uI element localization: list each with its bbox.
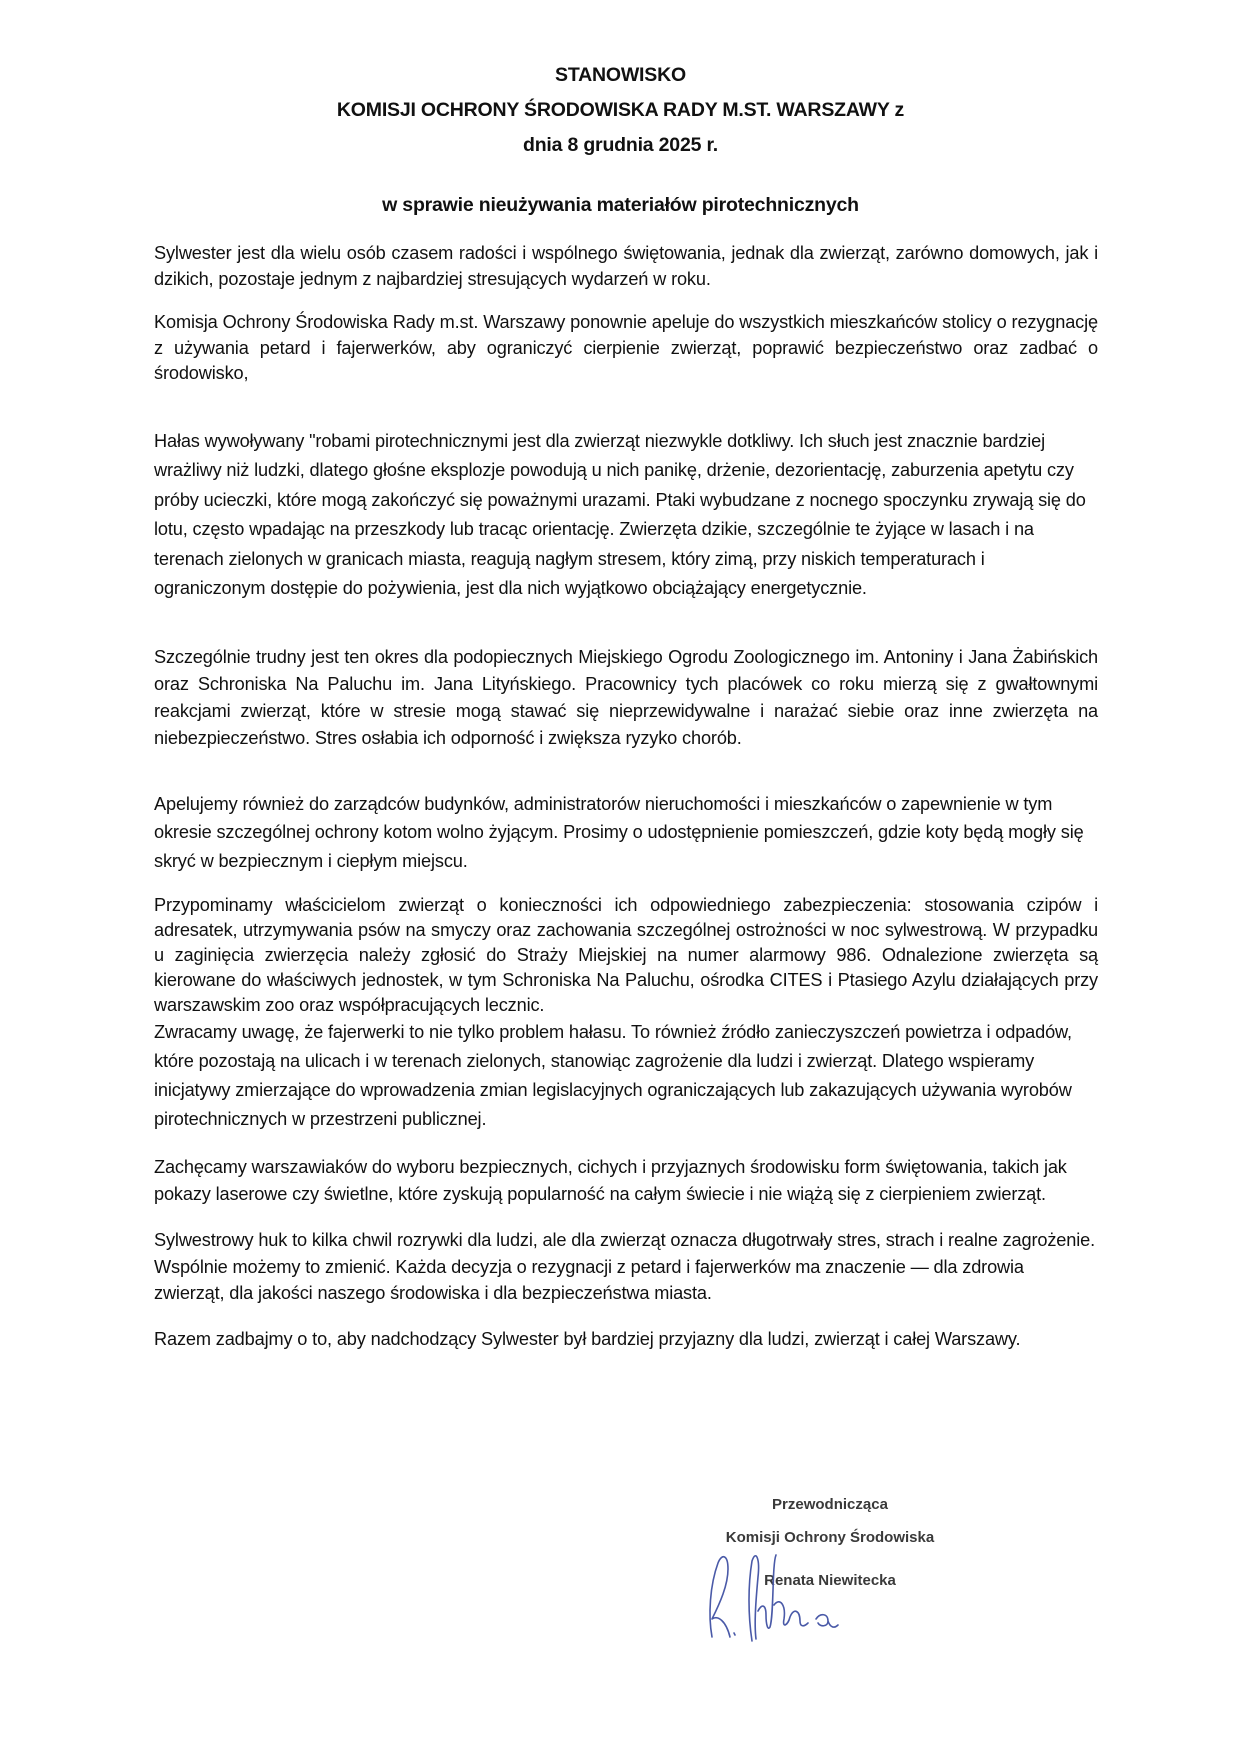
document-type-title: STANOWISKO	[555, 64, 686, 86]
paragraph-closing: Razem zadbajmy o to, aby nadchodzący Sylwester był bardziej przyjazny dla ludzi, zwierząt i całej Warszawy.	[154, 1328, 1021, 1349]
signatory-name: Renata Niewitecka	[764, 1572, 896, 1589]
signatory-committee: Komisji Ochrony Środowiska	[725, 1529, 935, 1546]
paragraph-cats: Apelujemy również do zarządców budynków, administratorów nieruchomości i mieszkańców o zapewnienie w tym okresie szczególnej ochrony kotom wolno żyjącym. Prosimy o udostępnienie pomieszczeń, gdzie koty będą mogły się skryć w bezpiecznym i ciepłym miejscu.	[154, 793, 1084, 871]
document-date: dnia 8 grudnia 2025 r.	[522, 134, 718, 156]
paragraph-owners: Przypominamy właścicielom zwierząt o konieczności ich odpowiedniego zabezpieczenia: stosowania czipów i adresatek, utrzymywania psów na smyczy oraz zachowania szczególnej ostrożności w noc sylwestrową. W przypadku u zaginięcia zwierzęcia należy zgłosić do Straży Miejskiej na numer alarmowy 986. Odnalezione zwierzęta są kierowane do właściwych jednostek, w tym Schroniska Na Paluchu, ośrodka CITES i Ptasiego Azylu działających przy warszawskim zoo oraz współpracujących lecznic.	[154, 895, 1098, 1016]
paragraph-alternatives: Zachęcamy warszawiaków do wyboru bezpiecznych, cichych i przyjaznych środowisku form świętowania, takich jak pokazy laserowe czy świetlne, które zyskują popularność na całym świecie i nie wiążą się z cierpieniem zwierząt.	[154, 1157, 1067, 1204]
paragraph-pollution: Zwracamy uwagę, że fajerwerki to nie tylko problem hałasu. To również źródło zanieczyszczeń powietrza i odpadów, które pozostają na ulicach i w terenach zielonych, stanowiąc zagrożenie dla ludzi i zwierząt. Dlatego wspieramy inicjatywy zmierzające do wprowadzenia zmian legislacyjnych ograniczających lub zakazujących używania wyrobów pirotechnicznych w przestrzeni publicznej.	[154, 1022, 1072, 1130]
paragraph-noise: Hałas wywoływany "robami pirotechnicznymi jest dla zwierząt niezwykle dotkliwy. Ich słuch jest znacznie bardziej wrażliwy niż ludzki, dlatego głośne eksplozje powodują u nich panikę, drżenie, dezorientację, zaburzenia apetytu czy próby ucieczki, które mogą zakończyć się poważnymi urazami. Ptaki wybudzane z nocnego spoczynku zrywają się do lotu, często wpadając na przeszkody lub tracąc orientację. Zwierzęta dzikie, szczególnie te żyjące w lasach i na terenach zielonych w granicach miasta, reagują nagłym stresem, który zimą, przy niskich temperaturach i ograniczonym dostępie do pożywienia, jest dla nich wyjątkowo obciążający energetycznie.	[154, 430, 1086, 599]
signatory-title: Przewodnicząca	[772, 1496, 888, 1513]
paragraph-change: Sylwestrowy huk to kilka chwil rozrywki dla ludzi, ale dla zwierząt oznacza długotrwały stres, strach i realne zagrożenie. Wspólnie możemy to zmienić. Każda decyzja o rezygnacji z petard i fajerwerków ma znaczenie — dla zdrowia zwierząt, dla jakości naszego środowiska i dla bezpieczeństwa miasta.	[154, 1230, 1095, 1304]
issuing-body: KOMISJI OCHRONY ŚRODOWISKA RADY M.ST. WARSZAWY z	[336, 99, 905, 121]
handwritten-signature-icon	[690, 1545, 890, 1645]
paragraph-intro: Sylwester jest dla wielu osób czasem radości i wspólnego świętowania, jednak dla zwierząt, zarówno domowych, jak i dzikich, pozostaje jednym z najbardziej stresujących wydarzeń w roku.	[154, 243, 1098, 289]
document-subject: w sprawie nieużywania materiałów pirotechnicznych	[382, 194, 859, 216]
document-body	[154, 241, 1098, 1353]
document-header	[0, 58, 1241, 223]
paragraph-zoo-shelter: Szczególnie trudny jest ten okres dla podopiecznych Miejskiego Ogrodu Zoologicznego im. Antoniny i Jana Żabińskich oraz Schroniska Na Paluchu im. Jana Lityńskiego. Pracownicy tych placówek co roku mierzą się z gwałtownymi reakcjami zwierząt, które w stresie mogą stawać się nieprzewidywalne i narażać siebie oraz inne zwierzęta na niebezpieczeństwo. Stres osłabia ich odporność i zwiększa ryzyko chorób.	[154, 646, 1098, 748]
paragraph-appeal: Komisja Ochrony Środowiska Rady m.st. Warszawy ponownie apeluje do wszystkich mieszkańców stolicy o rezygnację z używania petard i fajerwerków, aby ograniczyć cierpienie zwierząt, poprawić bezpieczeństwo oraz zadbać o środowisko,	[154, 312, 1098, 384]
